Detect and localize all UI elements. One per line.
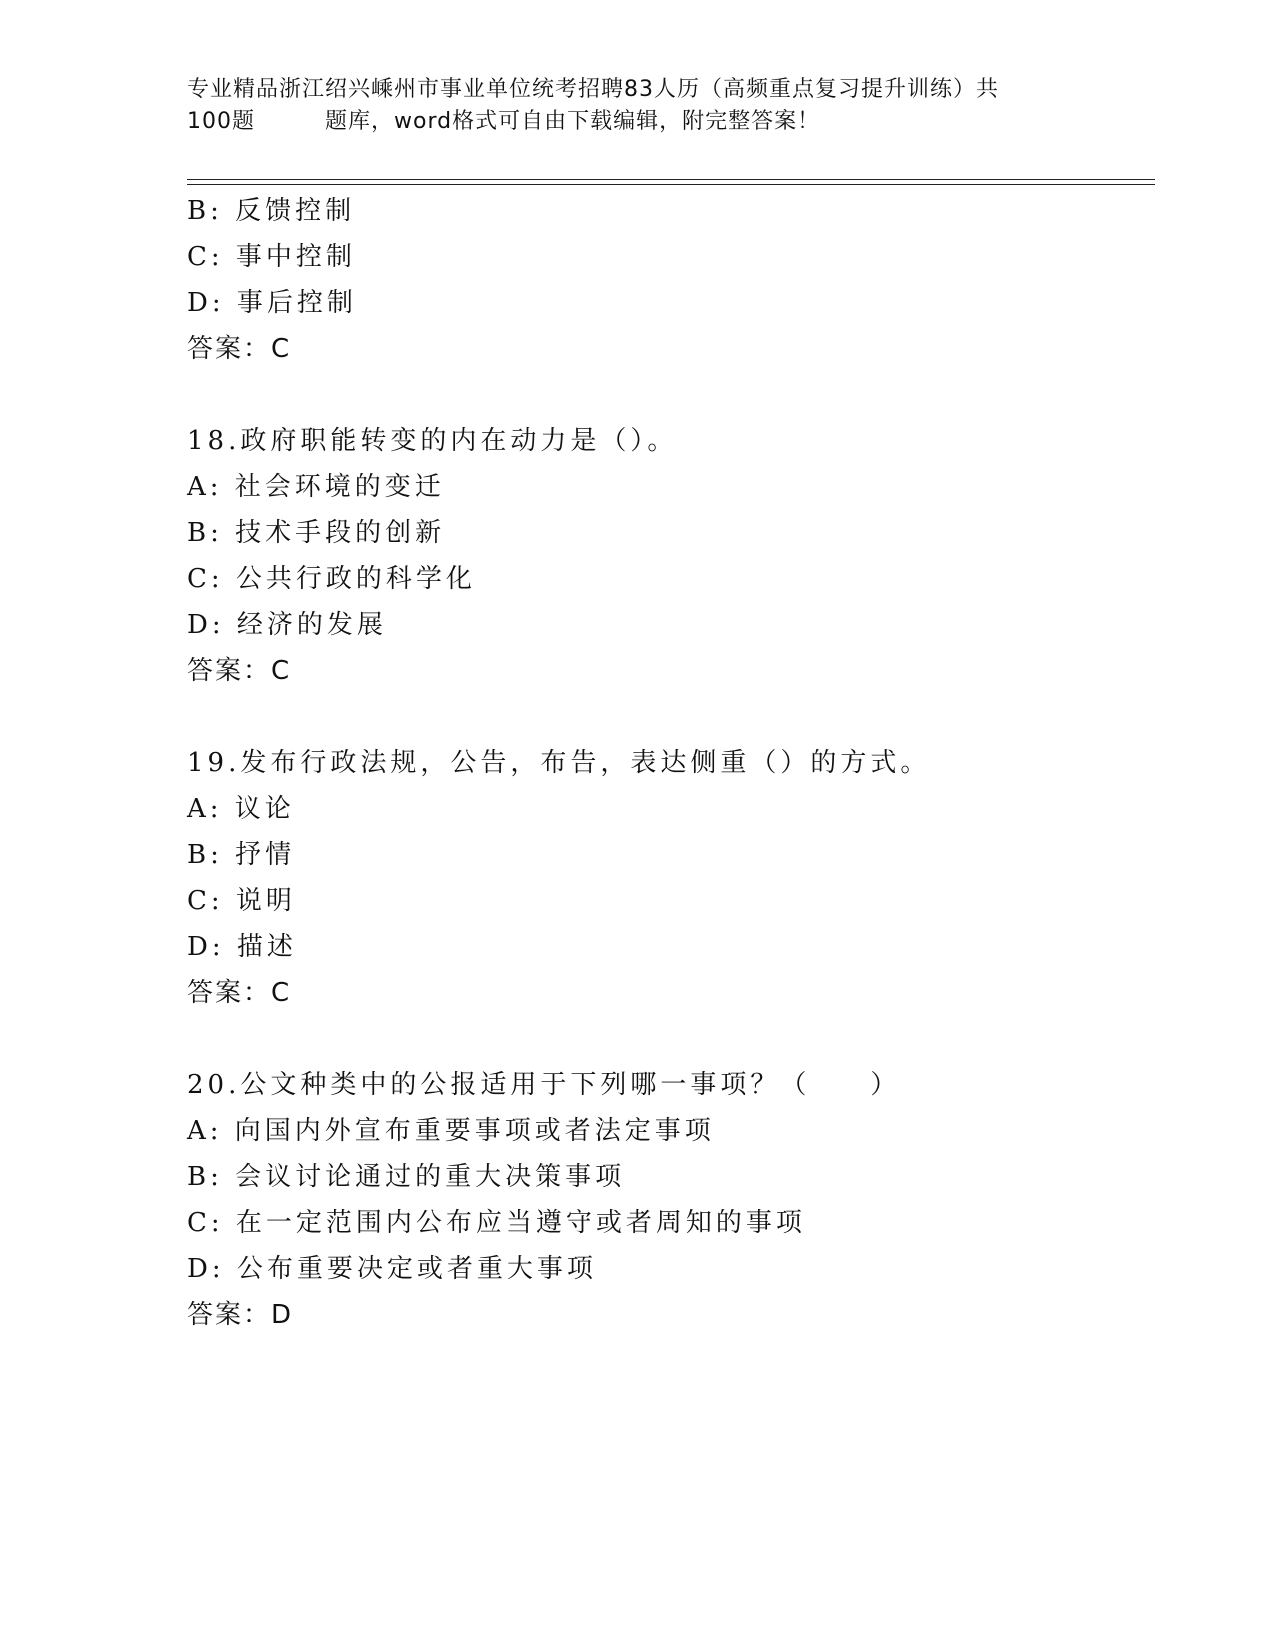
option-b: B: 技术手段的创新 (187, 518, 446, 548)
header-question-count: 100题 (187, 109, 255, 134)
option-a: A: 议论 (187, 794, 295, 824)
question-17-continued (187, 188, 1167, 372)
option-c: C: 事中控制 (187, 242, 356, 272)
option-c: C: 公共行政的科学化 (187, 564, 476, 594)
header-description: 题库，word格式可自由下载编辑，附完整答案！ (325, 109, 821, 134)
question-18 (187, 418, 1167, 694)
option-a: A: 社会环境的变迁 (187, 472, 445, 502)
document-body (187, 188, 1167, 1338)
option-d: D: 公布重要决定或者重大事项 (187, 1254, 597, 1284)
question-20 (187, 1062, 1167, 1338)
answer-line: 答案：C (187, 656, 292, 686)
question-stem: 19.发布行政法规，公告，布告，表达侧重（）的方式。 (187, 748, 931, 778)
answer-line: 答案：D (187, 1300, 294, 1330)
header-line-1: 专业精品浙江绍兴嵊州市事业单位统考招聘83人历（高频重点复习提升训练）共 (187, 77, 999, 102)
option-b: B: 会议讨论通过的重大决策事项 (187, 1162, 626, 1192)
header-line-2 (187, 106, 1087, 138)
option-a: A: 向国内外宣布重要事项或者法定事项 (187, 1116, 715, 1146)
option-b: B: 抒情 (187, 840, 296, 870)
option-d: D: 事后控制 (187, 288, 357, 318)
option-d: D: 经济的发展 (187, 610, 387, 640)
document-header (187, 74, 1087, 138)
answer-line: 答案：C (187, 334, 292, 364)
option-d: D: 描述 (187, 932, 297, 962)
question-stem: 18.政府职能转变的内在动力是（）。 (187, 426, 678, 456)
header-divider-bottom (187, 184, 1155, 185)
header-divider-top (187, 179, 1155, 180)
option-b: B: 反馈控制 (187, 196, 356, 226)
option-c: C: 说明 (187, 886, 296, 916)
answer-line: 答案：C (187, 978, 292, 1008)
option-c: C: 在一定范围内公布应当遵守或者周知的事项 (187, 1208, 806, 1238)
question-19 (187, 740, 1167, 1016)
question-stem: 20.公文种类中的公报适用于下列哪一事项？（ ） (187, 1070, 901, 1100)
